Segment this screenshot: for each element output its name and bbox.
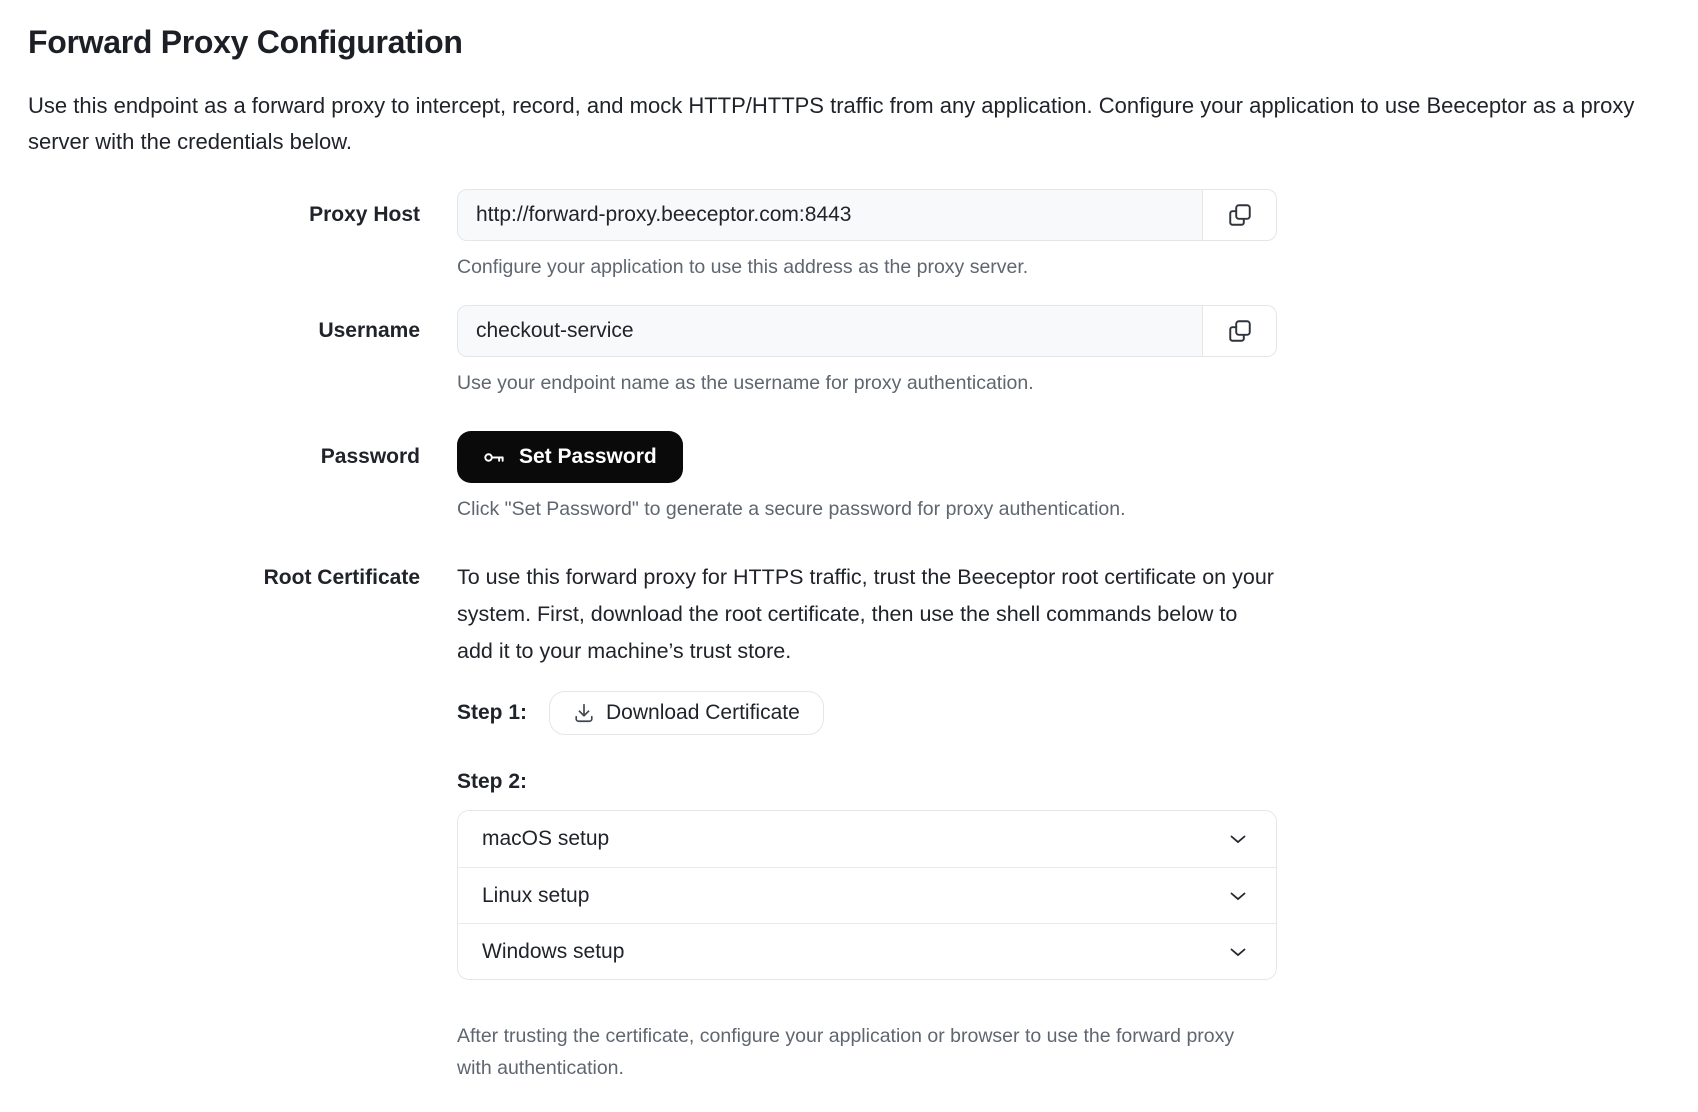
copy-icon (1227, 202, 1253, 228)
username-helper: Use your endpoint name as the username for proxy authentication. (457, 372, 1034, 394)
accordion-item-label: Linux setup (482, 883, 590, 907)
root-certificate-content (457, 559, 1277, 1112)
step-1-row (457, 691, 1277, 735)
set-password-button[interactable] (457, 431, 683, 483)
root-certificate-row (28, 559, 1670, 1112)
accordion-item-windows-setup[interactable] (458, 923, 1276, 979)
accordion-item-label: Windows setup (482, 939, 625, 963)
accordion-item-linux-setup[interactable] (458, 867, 1276, 923)
proxy-host-copy-group (457, 189, 1277, 241)
set-password-button-label: Set Password (519, 445, 657, 468)
root-certificate-footer-note: After trusting the certificate, configure your application or browser to use the forward proxy with authentication. (457, 1025, 1235, 1079)
password-helper: Click "Set Password" to generate a secure password for proxy authentication. (457, 498, 1126, 520)
username-row (28, 305, 1670, 397)
proxy-host-label: Proxy Host (309, 203, 420, 226)
page-title: Forward Proxy Configuration (28, 24, 463, 60)
copy-icon (1227, 318, 1253, 344)
chevron-down-icon (1226, 940, 1250, 964)
username-copy-group (457, 305, 1277, 357)
password-row (28, 431, 1670, 523)
proxy-host-input[interactable] (457, 189, 1203, 241)
accordion-item-macos-setup[interactable] (458, 811, 1276, 867)
proxy-config-form (28, 189, 1670, 1112)
step-2-label: Step 2: (457, 770, 528, 793)
root-certificate-label: Root Certificate (263, 566, 420, 589)
proxy-host-row (28, 189, 1670, 281)
username-field-group (457, 305, 1277, 397)
chevron-down-icon (1226, 827, 1250, 851)
password-field-group (457, 431, 1277, 523)
username-input[interactable] (457, 305, 1203, 357)
accordion-item-label: macOS setup (482, 827, 610, 850)
username-copy-button[interactable] (1203, 305, 1277, 357)
download-certificate-button-label: Download Certificate (606, 701, 800, 724)
page-description: Use this endpoint as a forward proxy to intercept, record, and mock HTTP/HTTPS traffic from any application. Configure your application to use Beeceptor as a proxy server with the credentials below. (28, 93, 1635, 154)
os-setup-accordion (457, 810, 1277, 980)
username-label: Username (318, 319, 420, 342)
root-certificate-description: To use this forward proxy for HTTPS traffic, trust the Beeceptor root certificate on your system. First, download the root certificate, then use the shell commands below to add it to your machine’s trust store. (457, 565, 1274, 663)
download-certificate-button[interactable] (549, 691, 824, 735)
download-icon (573, 702, 595, 724)
chevron-down-icon (1226, 884, 1250, 908)
step-1-label: Step 1: (457, 701, 528, 724)
proxy-host-copy-button[interactable] (1203, 189, 1277, 241)
password-label: Password (320, 445, 420, 468)
proxy-host-helper: Configure your application to use this address as the proxy server. (457, 256, 1029, 278)
key-icon (483, 446, 506, 469)
proxy-host-field-group (457, 189, 1277, 281)
